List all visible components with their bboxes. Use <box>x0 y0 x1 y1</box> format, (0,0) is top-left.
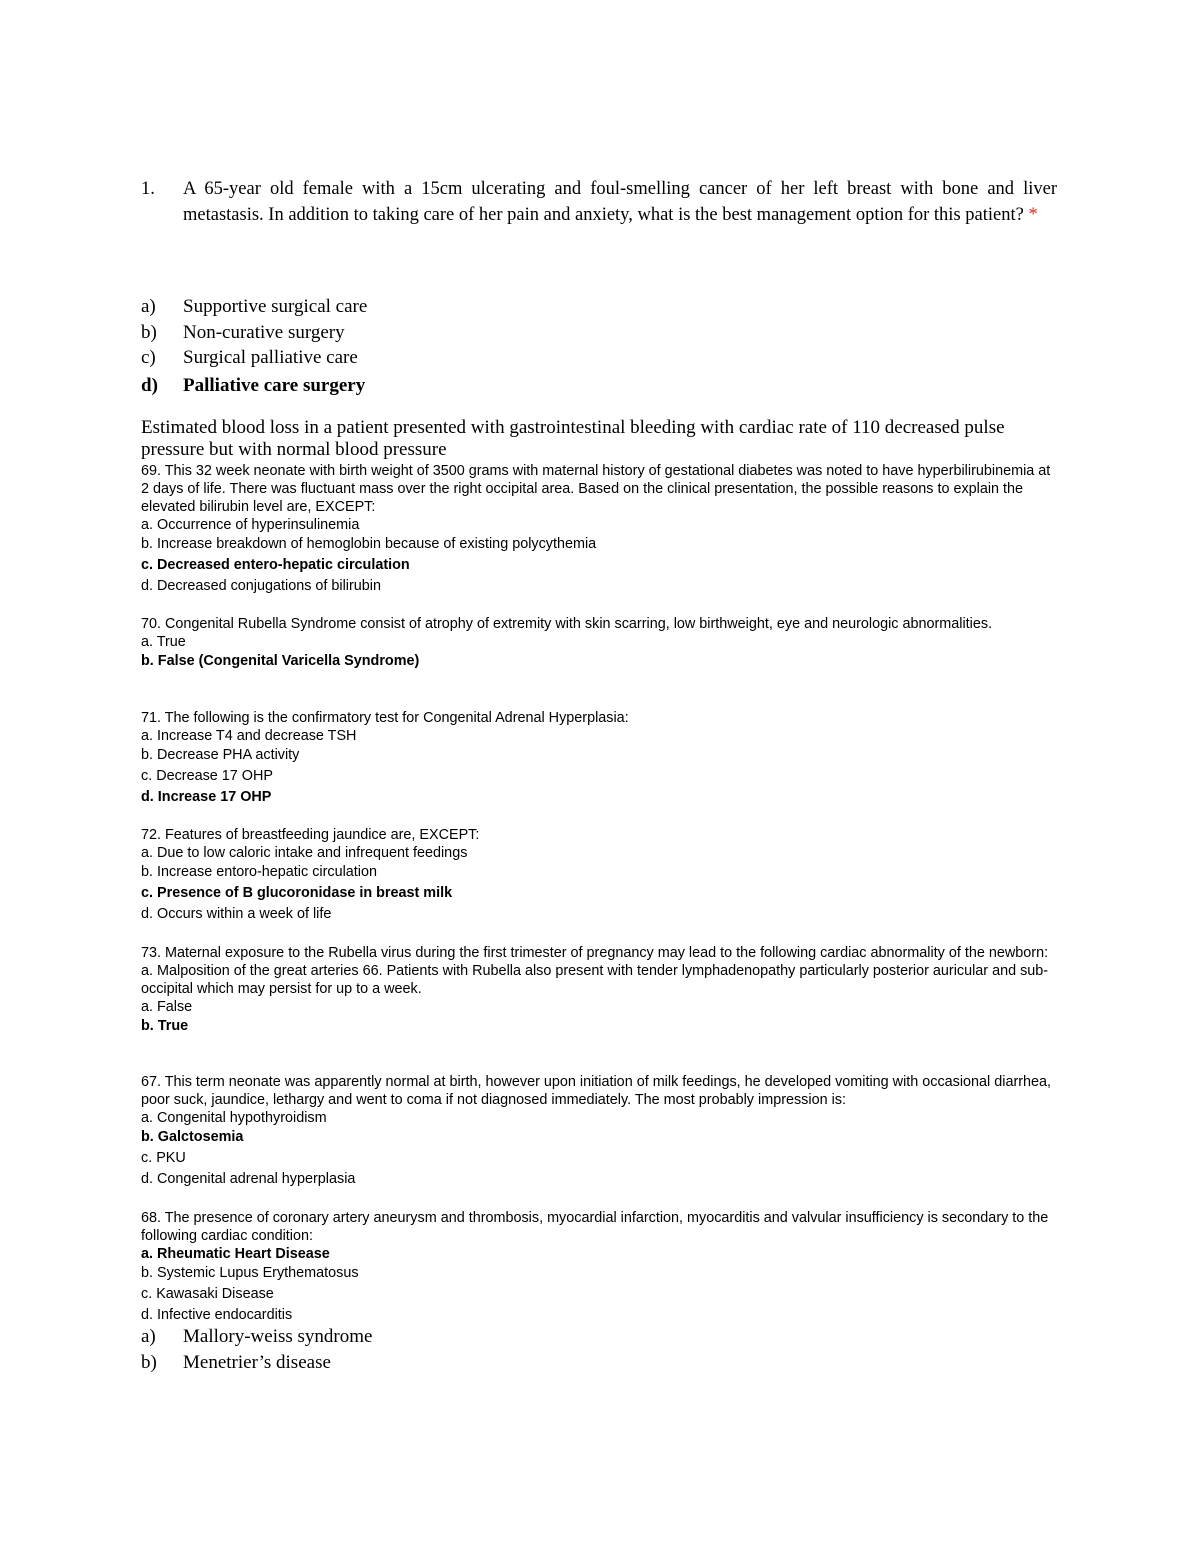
option-d-answer <box>141 373 841 399</box>
question-67 <box>141 1073 1061 1190</box>
option-c: c. Kawasaki Disease <box>141 1286 274 1302</box>
question-stem-text: A 65-year old female with a 15cm ulcerating and foul-smelling cancer of her left breast with bone and liver metastasis. In addition to taking care of her pain and anxiety, what is the best management option for this patient? <box>183 179 1057 225</box>
option-text: Menetrier’s disease <box>183 1352 331 1373</box>
option-label: d) <box>141 374 158 396</box>
option-b-answer: b. False (Congenital Varicella Syndrome) <box>141 653 420 669</box>
option-a <box>141 294 841 320</box>
question-stem: 70. Congenital Rubella Syndrome consist of atrophy of extremity with skin scarring, low birthweight, eye and neurologic abnormalities. <box>141 616 993 632</box>
estimated-blood-loss-question: Estimated blood loss in a patient presented with gastrointestinal bleeding with cardiac rate of 110 decreased pulse pressure but with normal blood pressure <box>141 417 1005 460</box>
option-d: d. Congenital adrenal hyperplasia <box>141 1171 356 1187</box>
question-number: 1. <box>141 179 155 199</box>
option-d: d. Occurs within a week of life <box>141 906 332 922</box>
option-label: b) <box>141 321 157 343</box>
option-c: c. Decrease 17 OHP <box>141 768 273 784</box>
question-1 <box>141 176 1057 228</box>
option-text: Supportive surgical care <box>183 296 368 317</box>
question-73 <box>141 944 1061 1037</box>
option-text: Palliative care surgery <box>183 374 366 396</box>
estimated-blood-loss-options <box>141 1324 841 1376</box>
option-c-answer: c. Presence of B glucoronidase in breast milk <box>141 885 453 901</box>
option-d-answer: d. Increase 17 OHP <box>141 789 272 805</box>
option-d: d. Decreased conjugations of bilirubin <box>141 578 381 594</box>
question-1-options <box>141 294 841 398</box>
option-a: a. True <box>141 634 186 650</box>
option-b: b. Systemic Lupus Erythematosus <box>141 1265 359 1281</box>
option-a: a. Increase T4 and decrease TSH <box>141 728 357 744</box>
question-69 <box>141 462 1061 597</box>
option-text: Surgical palliative care <box>183 347 358 368</box>
option-a <box>141 1324 841 1350</box>
option-a-with-question-66: a. Malposition of the great arteries 66. Patients with Rubella also present with tender lymphadenopathy particularly posterior auricular and sub-occipital which may persist for up to a week. <box>141 963 1049 997</box>
question-70 <box>141 615 1061 672</box>
option-a: a. Occurrence of hyperinsulinemia <box>141 517 360 533</box>
question-stem: 73. Maternal exposure to the Rubella virus during the first trimester of pregnancy may lead to the following cardiac abnormality of the newborn: <box>141 945 1049 961</box>
option-text: Mallory-weiss syndrome <box>183 1326 373 1347</box>
option-a: a. Congenital hypothyroidism <box>141 1110 327 1126</box>
option-label: c) <box>141 347 156 368</box>
option-b: b. Increase breakdown of hemoglobin because of existing polycythemia <box>141 536 597 552</box>
question-stem <box>183 176 1057 228</box>
question-71 <box>141 709 1061 808</box>
option-d: d. Infective endocarditis <box>141 1307 293 1323</box>
question-68 <box>141 1209 1061 1326</box>
option-b <box>141 320 841 346</box>
option-c: c. PKU <box>141 1150 186 1166</box>
option-c-answer: c. Decreased entero-hepatic circulation <box>141 557 410 573</box>
question-72 <box>141 826 1061 925</box>
question-stem: 67. This term neonate was apparently normal at birth, however upon initiation of milk feedings, he developed vomiting with occasional diarrhea, poor suck, jaundice, lethargy and went to coma if not diagnosed immediately. The most probably impression is: <box>141 1074 1052 1108</box>
option-label: a) <box>141 1326 156 1347</box>
option-a: a. Due to low caloric intake and infrequent feedings <box>141 845 468 861</box>
option-b: b. Decrease PHA activity <box>141 747 300 763</box>
option-b-answer: b. Galctosemia <box>141 1129 244 1145</box>
question-stem: 68. The presence of coronary artery aneurysm and thrombosis, myocardial infarction, myocarditis and valvular insufficiency is secondary to the following cardiac condition: <box>141 1210 1049 1244</box>
option-a-answer: a. Rheumatic Heart Disease <box>141 1246 330 1262</box>
option-label: a) <box>141 296 156 317</box>
required-mark: * <box>1028 205 1038 225</box>
option-b: b. Increase entoro-hepatic circulation <box>141 864 377 880</box>
question-stem: 71. The following is the confirmatory test for Congenital Adrenal Hyperplasia: <box>141 710 629 726</box>
option-text: Non-curative surgery <box>183 321 345 343</box>
option-a: a. False <box>141 999 193 1015</box>
option-b <box>141 1350 841 1376</box>
option-label: b) <box>141 1352 157 1373</box>
option-c <box>141 345 841 371</box>
question-stem: 72. Features of breastfeeding jaundice are, EXCEPT: <box>141 827 480 843</box>
option-b-answer: b. True <box>141 1018 189 1034</box>
question-stem: 69. This 32 week neonate with birth weight of 3500 grams with maternal history of gestational diabetes was noted to have hyperbilirubinemia at 2 days of life. There was fluctuant mass over the right occipital area. Based on the clinical presentation, the possible reasons to explain the elevated bilirubin level are, EXCEPT: <box>141 463 1051 515</box>
